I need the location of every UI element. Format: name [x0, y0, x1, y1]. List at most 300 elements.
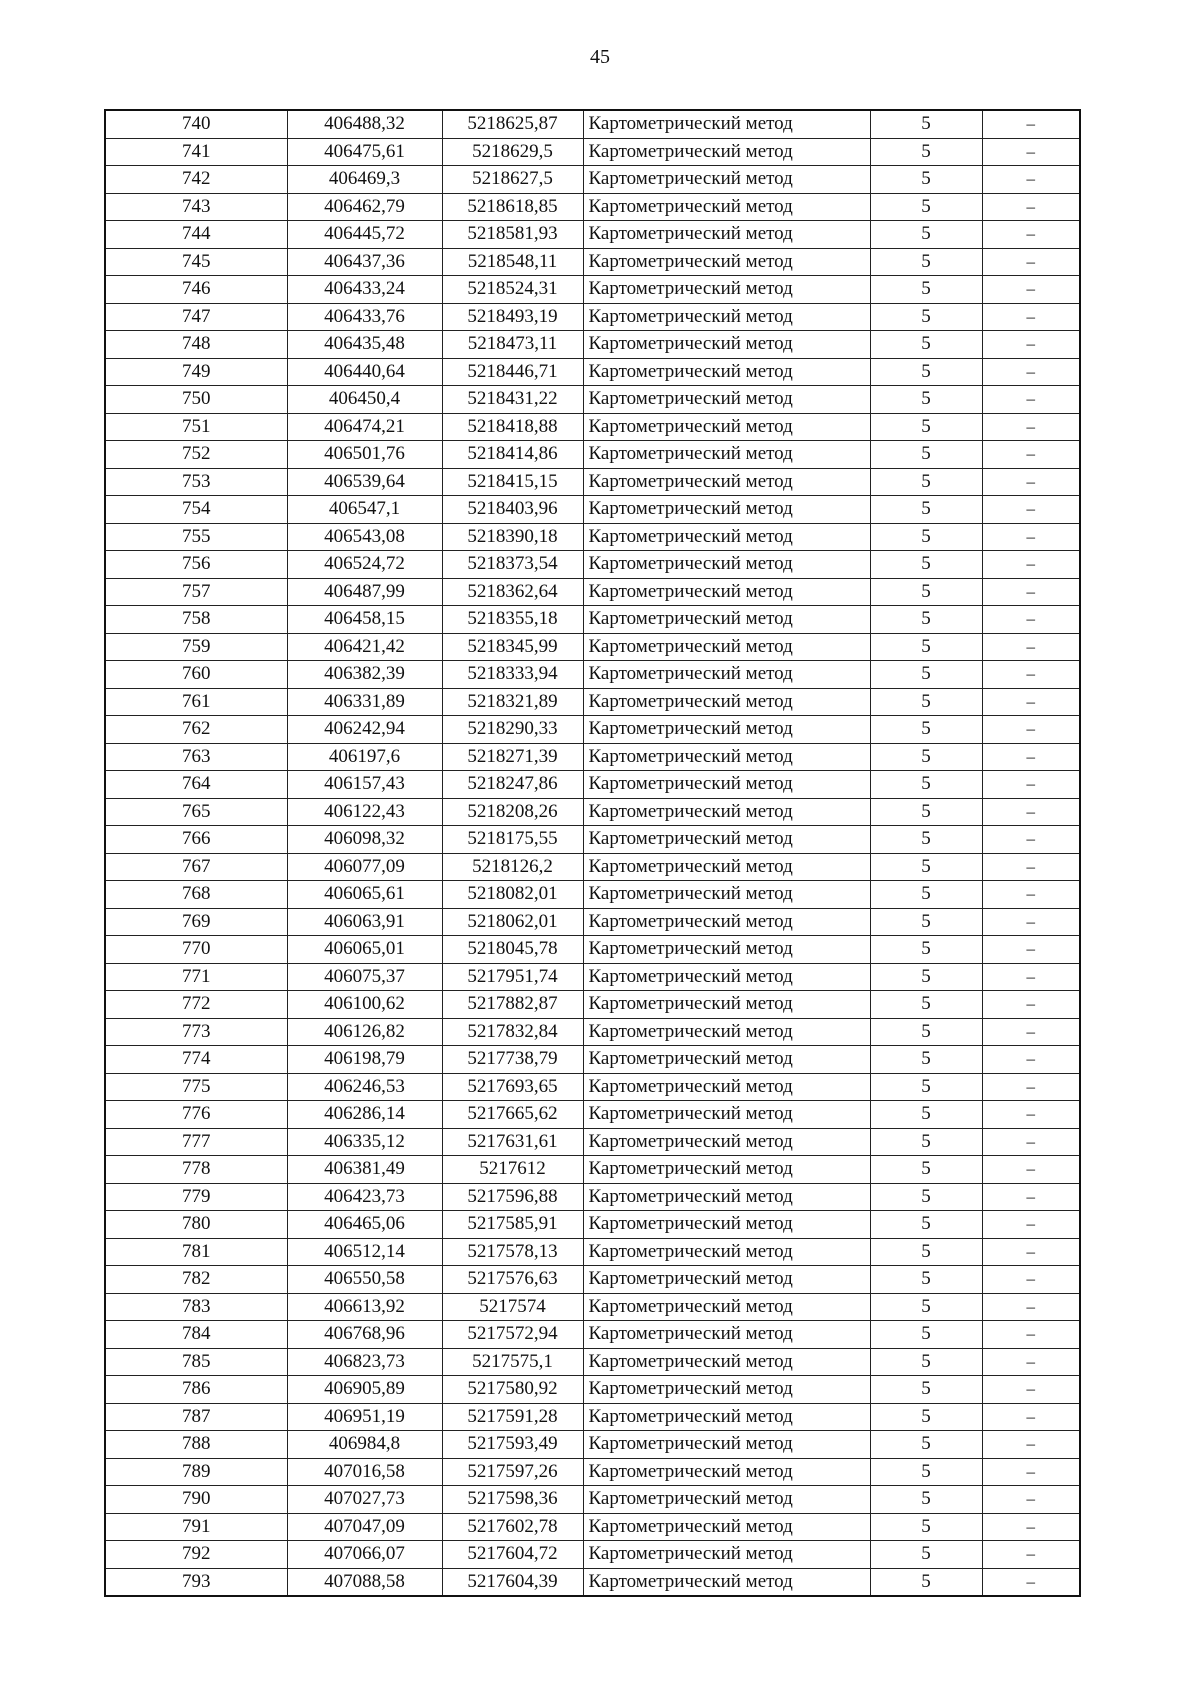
- point-number-cell: 785: [105, 1348, 287, 1376]
- x-coordinate-cell: 406063,91: [287, 908, 442, 936]
- method-cell: Картометрический метод: [583, 138, 870, 166]
- point-number-cell: 765: [105, 798, 287, 826]
- point-number-cell: 791: [105, 1513, 287, 1541]
- y-coordinate-cell: 5217665,62: [442, 1101, 583, 1129]
- table-row: [105, 1266, 1080, 1294]
- y-coordinate-cell: 5218625,87: [442, 110, 583, 138]
- point-number-cell: 775: [105, 1073, 287, 1101]
- point-number-cell: 770: [105, 936, 287, 964]
- method-cell: Картометрический метод: [583, 110, 870, 138]
- description-cell: –: [982, 771, 1080, 799]
- accuracy-cell: 5: [870, 1321, 982, 1349]
- table-row: [105, 908, 1080, 936]
- point-number-cell: 774: [105, 1046, 287, 1074]
- method-cell: Картометрический метод: [583, 358, 870, 386]
- point-number-cell: 789: [105, 1458, 287, 1486]
- y-coordinate-cell: 5217597,26: [442, 1458, 583, 1486]
- method-cell: Картометрический метод: [583, 661, 870, 689]
- y-coordinate-cell: 5218045,78: [442, 936, 583, 964]
- description-cell: –: [982, 826, 1080, 854]
- method-cell: Картометрический метод: [583, 1046, 870, 1074]
- x-coordinate-cell: 406157,43: [287, 771, 442, 799]
- method-cell: Картометрический метод: [583, 1541, 870, 1569]
- point-number-cell: 759: [105, 633, 287, 661]
- accuracy-cell: 5: [870, 633, 982, 661]
- point-number-cell: 778: [105, 1156, 287, 1184]
- method-cell: Картометрический метод: [583, 1073, 870, 1101]
- x-coordinate-cell: 406077,09: [287, 853, 442, 881]
- description-cell: –: [982, 1128, 1080, 1156]
- x-coordinate-cell: 406613,92: [287, 1293, 442, 1321]
- method-cell: Картометрический метод: [583, 963, 870, 991]
- x-coordinate-cell: 406242,94: [287, 716, 442, 744]
- accuracy-cell: 5: [870, 496, 982, 524]
- description-cell: –: [982, 551, 1080, 579]
- point-number-cell: 773: [105, 1018, 287, 1046]
- method-cell: Картометрический метод: [583, 743, 870, 771]
- table-row: [105, 826, 1080, 854]
- description-cell: –: [982, 138, 1080, 166]
- y-coordinate-cell: 5217832,84: [442, 1018, 583, 1046]
- table-row: [105, 1541, 1080, 1569]
- method-cell: Картометрический метод: [583, 441, 870, 469]
- point-number-cell: 769: [105, 908, 287, 936]
- description-cell: –: [982, 1348, 1080, 1376]
- point-number-cell: 788: [105, 1431, 287, 1459]
- description-cell: –: [982, 193, 1080, 221]
- y-coordinate-cell: 5217612: [442, 1156, 583, 1184]
- point-number-cell: 764: [105, 771, 287, 799]
- table-row: [105, 661, 1080, 689]
- table-row: [105, 1073, 1080, 1101]
- description-cell: –: [982, 716, 1080, 744]
- accuracy-cell: 5: [870, 853, 982, 881]
- method-cell: Картометрический метод: [583, 1183, 870, 1211]
- accuracy-cell: 5: [870, 1458, 982, 1486]
- y-coordinate-cell: 5218271,39: [442, 743, 583, 771]
- y-coordinate-cell: 5217631,61: [442, 1128, 583, 1156]
- description-cell: –: [982, 1046, 1080, 1074]
- accuracy-cell: 5: [870, 606, 982, 634]
- accuracy-cell: 5: [870, 1266, 982, 1294]
- table-row: [105, 1211, 1080, 1239]
- y-coordinate-cell: 5217593,49: [442, 1431, 583, 1459]
- point-number-cell: 740: [105, 110, 287, 138]
- table-row: [105, 166, 1080, 194]
- description-cell: –: [982, 798, 1080, 826]
- method-cell: Картометрический метод: [583, 331, 870, 359]
- y-coordinate-cell: 5218415,15: [442, 468, 583, 496]
- y-coordinate-cell: 5218629,5: [442, 138, 583, 166]
- accuracy-cell: 5: [870, 1486, 982, 1514]
- table-row: [105, 1403, 1080, 1431]
- x-coordinate-cell: 406382,39: [287, 661, 442, 689]
- accuracy-cell: 5: [870, 1568, 982, 1596]
- x-coordinate-cell: 406475,61: [287, 138, 442, 166]
- description-cell: –: [982, 936, 1080, 964]
- table-row: [105, 1183, 1080, 1211]
- table-row: [105, 771, 1080, 799]
- point-number-cell: 749: [105, 358, 287, 386]
- x-coordinate-cell: 406126,82: [287, 1018, 442, 1046]
- x-coordinate-cell: 406100,62: [287, 991, 442, 1019]
- point-number-cell: 776: [105, 1101, 287, 1129]
- accuracy-cell: 5: [870, 1513, 982, 1541]
- x-coordinate-cell: 406440,64: [287, 358, 442, 386]
- y-coordinate-cell: 5218362,64: [442, 578, 583, 606]
- table-row: [105, 276, 1080, 304]
- description-cell: –: [982, 1156, 1080, 1184]
- description-cell: –: [982, 1101, 1080, 1129]
- y-coordinate-cell: 5218175,55: [442, 826, 583, 854]
- y-coordinate-cell: 5218548,11: [442, 248, 583, 276]
- accuracy-cell: 5: [870, 826, 982, 854]
- point-number-cell: 781: [105, 1238, 287, 1266]
- accuracy-cell: 5: [870, 578, 982, 606]
- accuracy-cell: 5: [870, 276, 982, 304]
- description-cell: –: [982, 578, 1080, 606]
- method-cell: Картометрический метод: [583, 1403, 870, 1431]
- x-coordinate-cell: 406539,64: [287, 468, 442, 496]
- point-number-cell: 755: [105, 523, 287, 551]
- x-coordinate-cell: 406905,89: [287, 1376, 442, 1404]
- method-cell: Картометрический метод: [583, 578, 870, 606]
- y-coordinate-cell: 5217576,63: [442, 1266, 583, 1294]
- method-cell: Картометрический метод: [583, 1238, 870, 1266]
- x-coordinate-cell: 406458,15: [287, 606, 442, 634]
- method-cell: Картометрический метод: [583, 1101, 870, 1129]
- x-coordinate-cell: 406543,08: [287, 523, 442, 551]
- x-coordinate-cell: 406098,32: [287, 826, 442, 854]
- x-coordinate-cell: 406450,4: [287, 386, 442, 414]
- description-cell: –: [982, 991, 1080, 1019]
- description-cell: –: [982, 853, 1080, 881]
- description-cell: –: [982, 606, 1080, 634]
- y-coordinate-cell: 5218524,31: [442, 276, 583, 304]
- table-row: [105, 1156, 1080, 1184]
- x-coordinate-cell: 406246,53: [287, 1073, 442, 1101]
- accuracy-cell: 5: [870, 1348, 982, 1376]
- description-cell: –: [982, 1431, 1080, 1459]
- point-number-cell: 793: [105, 1568, 287, 1596]
- method-cell: Картометрический метод: [583, 468, 870, 496]
- description-cell: –: [982, 1321, 1080, 1349]
- point-number-cell: 752: [105, 441, 287, 469]
- method-cell: Картометрический метод: [583, 1266, 870, 1294]
- table-row: [105, 1128, 1080, 1156]
- table-row: [105, 1238, 1080, 1266]
- y-coordinate-cell: 5218355,18: [442, 606, 583, 634]
- x-coordinate-cell: 406768,96: [287, 1321, 442, 1349]
- y-coordinate-cell: 5218446,71: [442, 358, 583, 386]
- point-number-cell: 753: [105, 468, 287, 496]
- y-coordinate-cell: 5217738,79: [442, 1046, 583, 1074]
- method-cell: Картометрический метод: [583, 606, 870, 634]
- coordinates-table-body: [105, 110, 1080, 1596]
- table-row: [105, 551, 1080, 579]
- y-coordinate-cell: 5218082,01: [442, 881, 583, 909]
- y-coordinate-cell: 5217585,91: [442, 1211, 583, 1239]
- y-coordinate-cell: 5218390,18: [442, 523, 583, 551]
- table-row: [105, 1321, 1080, 1349]
- y-coordinate-cell: 5217604,39: [442, 1568, 583, 1596]
- table-row: [105, 716, 1080, 744]
- point-number-cell: 757: [105, 578, 287, 606]
- point-number-cell: 790: [105, 1486, 287, 1514]
- x-coordinate-cell: 406435,48: [287, 331, 442, 359]
- description-cell: –: [982, 1513, 1080, 1541]
- table-row: [105, 441, 1080, 469]
- description-cell: –: [982, 1293, 1080, 1321]
- y-coordinate-cell: 5217882,87: [442, 991, 583, 1019]
- method-cell: Картометрический метод: [583, 908, 870, 936]
- x-coordinate-cell: 407027,73: [287, 1486, 442, 1514]
- accuracy-cell: 5: [870, 413, 982, 441]
- method-cell: Картометрический метод: [583, 276, 870, 304]
- description-cell: –: [982, 331, 1080, 359]
- point-number-cell: 746: [105, 276, 287, 304]
- description-cell: –: [982, 1541, 1080, 1569]
- method-cell: Картометрический метод: [583, 386, 870, 414]
- x-coordinate-cell: 406474,21: [287, 413, 442, 441]
- x-coordinate-cell: 407066,07: [287, 1541, 442, 1569]
- y-coordinate-cell: 5217580,92: [442, 1376, 583, 1404]
- x-coordinate-cell: 406547,1: [287, 496, 442, 524]
- table-row: [105, 1513, 1080, 1541]
- table-row: [105, 1486, 1080, 1514]
- accuracy-cell: 5: [870, 166, 982, 194]
- method-cell: Картометрический метод: [583, 248, 870, 276]
- x-coordinate-cell: 406465,06: [287, 1211, 442, 1239]
- x-coordinate-cell: 406286,14: [287, 1101, 442, 1129]
- table-row: [105, 1018, 1080, 1046]
- method-cell: Картометрический метод: [583, 1348, 870, 1376]
- x-coordinate-cell: 406198,79: [287, 1046, 442, 1074]
- point-number-cell: 784: [105, 1321, 287, 1349]
- table-row: [105, 963, 1080, 991]
- description-cell: –: [982, 221, 1080, 249]
- description-cell: –: [982, 743, 1080, 771]
- y-coordinate-cell: 5218627,5: [442, 166, 583, 194]
- table-row: [105, 1348, 1080, 1376]
- table-row: [105, 881, 1080, 909]
- accuracy-cell: 5: [870, 1403, 982, 1431]
- point-number-cell: 766: [105, 826, 287, 854]
- accuracy-cell: 5: [870, 936, 982, 964]
- method-cell: Картометрический метод: [583, 688, 870, 716]
- accuracy-cell: 5: [870, 1018, 982, 1046]
- point-number-cell: 742: [105, 166, 287, 194]
- method-cell: Картометрический метод: [583, 1458, 870, 1486]
- method-cell: Картометрический метод: [583, 881, 870, 909]
- point-number-cell: 787: [105, 1403, 287, 1431]
- point-number-cell: 783: [105, 1293, 287, 1321]
- point-number-cell: 786: [105, 1376, 287, 1404]
- point-number-cell: 780: [105, 1211, 287, 1239]
- description-cell: –: [982, 303, 1080, 331]
- description-cell: –: [982, 110, 1080, 138]
- table-row: [105, 798, 1080, 826]
- method-cell: Картометрический метод: [583, 1431, 870, 1459]
- method-cell: Картометрический метод: [583, 413, 870, 441]
- accuracy-cell: 5: [870, 1293, 982, 1321]
- x-coordinate-cell: 406512,14: [287, 1238, 442, 1266]
- point-number-cell: 756: [105, 551, 287, 579]
- accuracy-cell: 5: [870, 138, 982, 166]
- point-number-cell: 744: [105, 221, 287, 249]
- method-cell: Картометрический метод: [583, 1156, 870, 1184]
- method-cell: Картометрический метод: [583, 716, 870, 744]
- table-row: [105, 1293, 1080, 1321]
- description-cell: –: [982, 1458, 1080, 1486]
- point-number-cell: 763: [105, 743, 287, 771]
- table-row: [105, 193, 1080, 221]
- method-cell: Картометрический метод: [583, 1513, 870, 1541]
- y-coordinate-cell: 5217575,1: [442, 1348, 583, 1376]
- accuracy-cell: 5: [870, 441, 982, 469]
- table-row: [105, 1568, 1080, 1596]
- description-cell: –: [982, 496, 1080, 524]
- accuracy-cell: 5: [870, 1046, 982, 1074]
- method-cell: Картометрический метод: [583, 551, 870, 579]
- accuracy-cell: 5: [870, 221, 982, 249]
- description-cell: –: [982, 1073, 1080, 1101]
- y-coordinate-cell: 5218126,2: [442, 853, 583, 881]
- accuracy-cell: 5: [870, 743, 982, 771]
- accuracy-cell: 5: [870, 1541, 982, 1569]
- method-cell: Картометрический метод: [583, 523, 870, 551]
- accuracy-cell: 5: [870, 1431, 982, 1459]
- table-row: [105, 578, 1080, 606]
- method-cell: Картометрический метод: [583, 853, 870, 881]
- accuracy-cell: 5: [870, 1238, 982, 1266]
- y-coordinate-cell: 5218321,89: [442, 688, 583, 716]
- y-coordinate-cell: 5218208,26: [442, 798, 583, 826]
- point-number-cell: 772: [105, 991, 287, 1019]
- y-coordinate-cell: 5218418,88: [442, 413, 583, 441]
- method-cell: Картометрический метод: [583, 303, 870, 331]
- description-cell: –: [982, 166, 1080, 194]
- x-coordinate-cell: 406984,8: [287, 1431, 442, 1459]
- accuracy-cell: 5: [870, 386, 982, 414]
- table-row: [105, 331, 1080, 359]
- point-number-cell: 758: [105, 606, 287, 634]
- description-cell: –: [982, 523, 1080, 551]
- accuracy-cell: 5: [870, 1156, 982, 1184]
- description-cell: –: [982, 413, 1080, 441]
- x-coordinate-cell: 406423,73: [287, 1183, 442, 1211]
- table-row: [105, 1376, 1080, 1404]
- method-cell: Картометрический метод: [583, 1211, 870, 1239]
- y-coordinate-cell: 5217578,13: [442, 1238, 583, 1266]
- table-row: [105, 110, 1080, 138]
- table-row: [105, 523, 1080, 551]
- point-number-cell: 767: [105, 853, 287, 881]
- x-coordinate-cell: 406487,99: [287, 578, 442, 606]
- description-cell: –: [982, 661, 1080, 689]
- method-cell: Картометрический метод: [583, 496, 870, 524]
- y-coordinate-cell: 5218333,94: [442, 661, 583, 689]
- x-coordinate-cell: 407016,58: [287, 1458, 442, 1486]
- table-row: [105, 1431, 1080, 1459]
- y-coordinate-cell: 5217598,36: [442, 1486, 583, 1514]
- table-row: [105, 606, 1080, 634]
- point-number-cell: 748: [105, 331, 287, 359]
- page-number: 45: [590, 46, 610, 68]
- table-row: [105, 496, 1080, 524]
- accuracy-cell: 5: [870, 248, 982, 276]
- description-cell: –: [982, 1568, 1080, 1596]
- x-coordinate-cell: 406075,37: [287, 963, 442, 991]
- accuracy-cell: 5: [870, 523, 982, 551]
- table-row: [105, 386, 1080, 414]
- method-cell: Картометрический метод: [583, 826, 870, 854]
- method-cell: Картометрический метод: [583, 798, 870, 826]
- point-number-cell: 761: [105, 688, 287, 716]
- method-cell: Картометрический метод: [583, 936, 870, 964]
- description-cell: –: [982, 358, 1080, 386]
- x-coordinate-cell: 406433,76: [287, 303, 442, 331]
- y-coordinate-cell: 5218062,01: [442, 908, 583, 936]
- point-number-cell: 760: [105, 661, 287, 689]
- x-coordinate-cell: 406065,61: [287, 881, 442, 909]
- y-coordinate-cell: 5218414,86: [442, 441, 583, 469]
- description-cell: –: [982, 1376, 1080, 1404]
- y-coordinate-cell: 5218473,11: [442, 331, 583, 359]
- y-coordinate-cell: 5218581,93: [442, 221, 583, 249]
- accuracy-cell: 5: [870, 798, 982, 826]
- x-coordinate-cell: 406462,79: [287, 193, 442, 221]
- y-coordinate-cell: 5218493,19: [442, 303, 583, 331]
- y-coordinate-cell: 5217572,94: [442, 1321, 583, 1349]
- accuracy-cell: 5: [870, 193, 982, 221]
- x-coordinate-cell: 406524,72: [287, 551, 442, 579]
- description-cell: –: [982, 386, 1080, 414]
- method-cell: Картометрический метод: [583, 1018, 870, 1046]
- accuracy-cell: 5: [870, 661, 982, 689]
- y-coordinate-cell: 5218618,85: [442, 193, 583, 221]
- method-cell: Картометрический метод: [583, 1568, 870, 1596]
- x-coordinate-cell: 406381,49: [287, 1156, 442, 1184]
- accuracy-cell: 5: [870, 771, 982, 799]
- table-row: [105, 248, 1080, 276]
- point-number-cell: 743: [105, 193, 287, 221]
- accuracy-cell: 5: [870, 1211, 982, 1239]
- y-coordinate-cell: 5217591,28: [442, 1403, 583, 1431]
- y-coordinate-cell: 5218247,86: [442, 771, 583, 799]
- table-row: [105, 1046, 1080, 1074]
- accuracy-cell: 5: [870, 1128, 982, 1156]
- x-coordinate-cell: 406421,42: [287, 633, 442, 661]
- y-coordinate-cell: 5218290,33: [442, 716, 583, 744]
- accuracy-cell: 5: [870, 991, 982, 1019]
- point-number-cell: 754: [105, 496, 287, 524]
- x-coordinate-cell: 406122,43: [287, 798, 442, 826]
- accuracy-cell: 5: [870, 1183, 982, 1211]
- description-cell: –: [982, 1018, 1080, 1046]
- y-coordinate-cell: 5217602,78: [442, 1513, 583, 1541]
- accuracy-cell: 5: [870, 963, 982, 991]
- x-coordinate-cell: 406437,36: [287, 248, 442, 276]
- x-coordinate-cell: 407088,58: [287, 1568, 442, 1596]
- y-coordinate-cell: 5217604,72: [442, 1541, 583, 1569]
- x-coordinate-cell: 406065,01: [287, 936, 442, 964]
- method-cell: Картометрический метод: [583, 1486, 870, 1514]
- table-row: [105, 936, 1080, 964]
- x-coordinate-cell: 406488,32: [287, 110, 442, 138]
- accuracy-cell: 5: [870, 303, 982, 331]
- table-row: [105, 138, 1080, 166]
